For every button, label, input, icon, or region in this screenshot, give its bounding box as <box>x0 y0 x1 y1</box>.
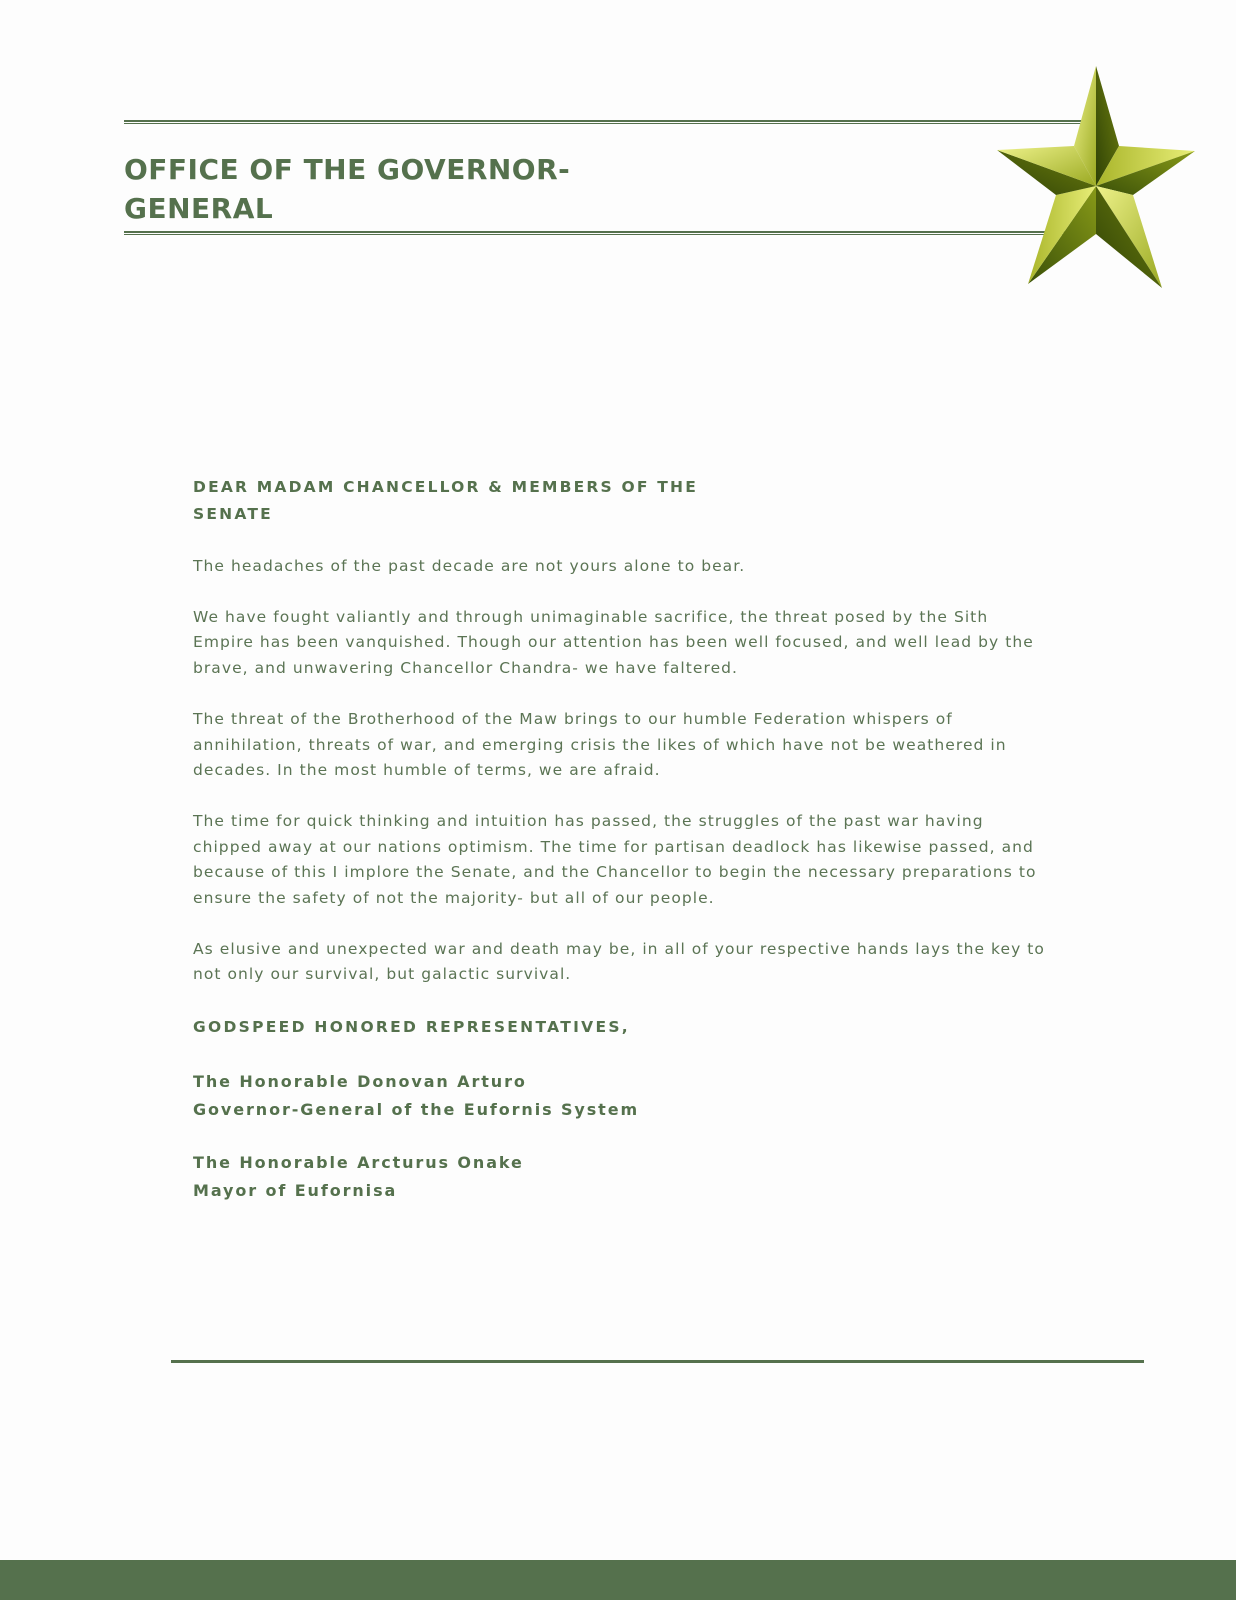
signatory-title: Governor-General of the Eufornis System <box>193 1099 640 1119</box>
signature-block <box>193 1149 1053 1204</box>
header-bottom-rule <box>124 231 1084 233</box>
salutation: DEAR MADAM CHANCELLOR & MEMBERS OF THE SENATE <box>193 478 699 523</box>
footer-bar <box>0 1560 1236 1600</box>
letter-paragraph: The time for quick thinking and intuition has passed, the struggles of the past war having chipped away at our nations optimism. The time for partisan deadlock has likewise passed, and because of this I implore the Senate, and the Chancellor to begin the necessary preparations to ensure the safety of not the majority- but all of our people. <box>193 811 1037 908</box>
signatory-title: Mayor of Eufornisa <box>193 1180 398 1200</box>
letter-paragraph: The threat of the Brotherhood of the Maw brings to our humble Federation whispers of annihilation, threats of war, and emerging crisis the likes of which have not be weathered in decades. In the most humble of terms, we are afraid. <box>193 709 1007 780</box>
letter-body <box>193 474 1053 1230</box>
header-top-rule <box>124 120 1084 122</box>
gold-star-icon <box>996 64 1196 290</box>
signature-block <box>193 1068 1053 1123</box>
footer-rule <box>171 1360 1144 1363</box>
letter-paragraph: As elusive and unexpected war and death may be, in all of your respective hands lays the key to not only our survival, but galactic survival. <box>193 939 1045 984</box>
closing-line: GODSPEED HONORED REPRESENTATIVES, <box>193 1018 630 1037</box>
letter-paragraph: The headaches of the past decade are not yours alone to bear. <box>193 557 746 575</box>
signatory-name: The Honorable Donovan Arturo <box>193 1072 527 1092</box>
signatory-name: The Honorable Arcturus Onake <box>193 1153 524 1173</box>
letter-paragraph: We have fought valiantly and through unimaginable sacrifice, the threat posed by the Sith Empire has been vanquished. Though our attention has been well focused, and well lead by the brave, and unwavering Chancellor Chandra- we have faltered. <box>193 607 1034 678</box>
office-title: OFFICE OF THE GOVERNOR-GENERAL <box>124 153 571 225</box>
